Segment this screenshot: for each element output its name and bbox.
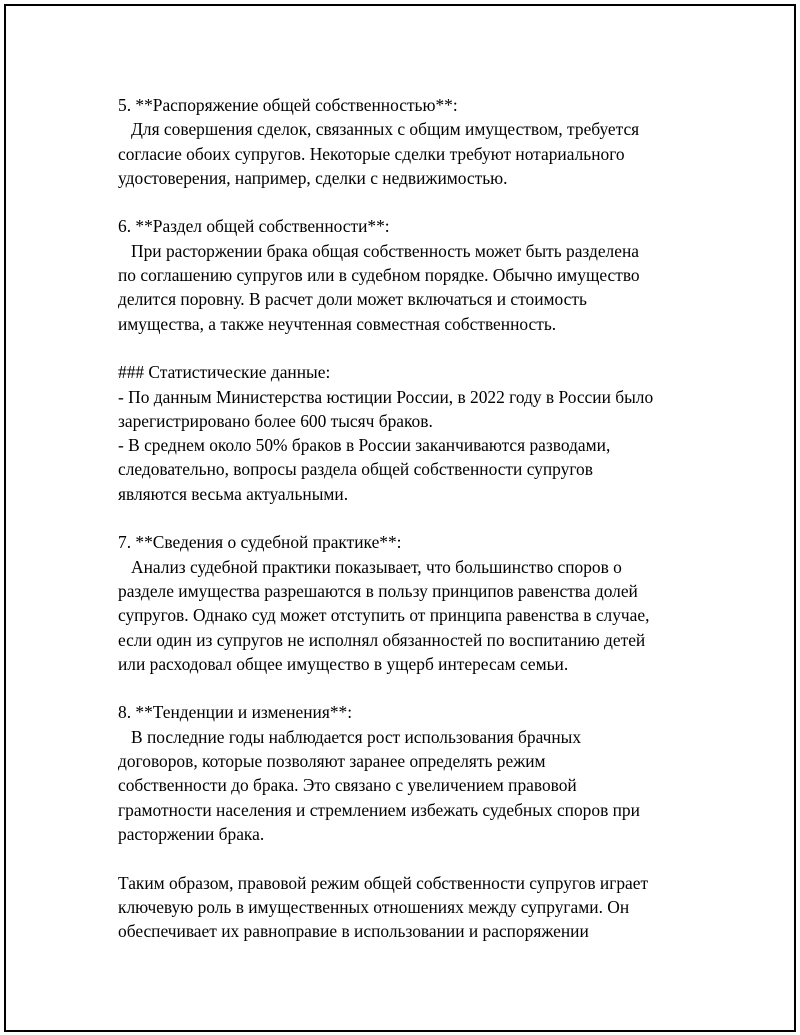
paragraph-spacer [118, 190, 718, 214]
text-line: если один из супругов не исполнял обязанностей по воспитанию детей [118, 629, 646, 650]
section-heading: ### Статистические данные: [118, 362, 331, 383]
section-heading: 6. **Раздел общей собственности**: [118, 216, 390, 237]
text-line: зарегистрировано более 600 тысяч браков. [118, 410, 433, 431]
paragraph-spacer [118, 846, 718, 870]
text-line: расторжении брака. [118, 823, 265, 844]
text-line: ключевую роль в имущественных отношениях между супругами. Он [118, 896, 630, 917]
text-line: супругов. Однако суд может отступить от принципа равенства в случае, [118, 605, 650, 626]
document-body [118, 93, 718, 943]
text-line: по соглашению супругов или в судебном порядке. Обычно имущество [118, 265, 640, 286]
text-line: договоров, которые позволяют заранее определять режим [118, 751, 546, 772]
text-line: обеспечивает их равноправие в использовании и распоряжении [118, 921, 589, 942]
text-line: согласие обоих супругов. Некоторые сделки требуют нотариального [118, 143, 625, 164]
section-heading: 5. **Распоряжение общей собственностью**: [118, 95, 458, 115]
paragraph-spacer [118, 336, 718, 360]
section-8-trends [118, 700, 718, 846]
paragraph-spacer [118, 506, 718, 530]
text-line: имущества, а также неучтенная совместная собственность. [118, 313, 557, 334]
text-line: Для совершения сделок, связанных с общим имуществом, требуется [118, 119, 640, 140]
text-line: В последние годы наблюдается рост использования брачных [118, 726, 582, 747]
text-line: разделе имущества разрешаются в пользу принципов равенства долей [118, 580, 638, 601]
list-item-line: - По данным Министерства юстиции России, в 2022 году в России было [118, 386, 654, 407]
text-line: При расторжении брака общая собственность может быть разделена [118, 240, 639, 261]
text-line: собственности до брака. Это связано с увеличением правовой [118, 775, 577, 796]
text-line: являются весьма актуальными. [118, 483, 349, 504]
section-conclusion [118, 871, 718, 944]
text-line: делится поровну. В расчет доли может включаться и стоимость [118, 289, 587, 310]
text-line: Таким образом, правовой режим общей собственности супругов играет [118, 872, 649, 893]
section-heading: 7. **Сведения о судебной практике**: [118, 532, 402, 553]
section-5-disposal [118, 93, 718, 190]
text-line: удостоверения, например, сделки с недвижимостью. [118, 167, 508, 188]
list-item-line: - В среднем около 50% браков в России заканчиваются разводами, [118, 435, 611, 456]
text-line: следовательно, вопросы раздела общей собственности супругов [118, 459, 593, 480]
section-6-division [118, 214, 718, 335]
section-heading: 8. **Тенденции и изменения**: [118, 702, 353, 723]
text-line: или расходовал общее имущество в ущерб интересам семьи. [118, 653, 569, 674]
text-line: Анализ судебной практики показывает, что большинство споров о [118, 556, 622, 577]
section-7-case-law [118, 530, 718, 676]
text-line: грамотности населения и стремлением избежать судебных споров при [118, 799, 640, 820]
section-statistics [118, 360, 718, 506]
paragraph-spacer [118, 676, 718, 700]
